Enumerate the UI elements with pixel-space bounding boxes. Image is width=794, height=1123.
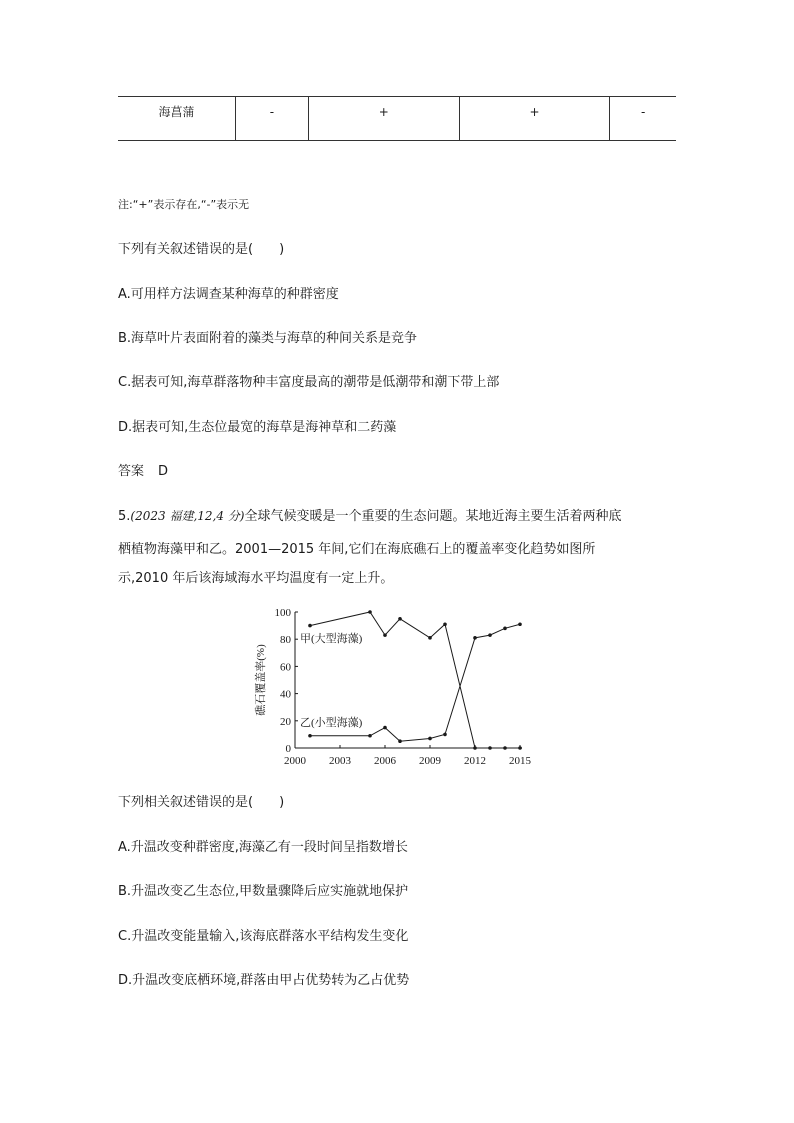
data-point xyxy=(473,636,477,640)
series-label-jia: 甲(大型海藻) xyxy=(300,632,363,645)
x-tick-label: 2015 xyxy=(509,755,531,767)
data-point xyxy=(503,746,507,750)
table-cell-species xyxy=(118,97,236,141)
data-point xyxy=(473,746,477,750)
question5-option-b: B.升温改变乙生态位,甲数量骤降后应实施就地保护 xyxy=(118,884,409,899)
question5-line3: 示,2010 年后该海域海水平均温度有一定上升。 xyxy=(118,571,394,586)
coverage-line-chart xyxy=(250,600,550,775)
species-name: 海菖蒲 xyxy=(158,105,195,119)
y-tick-label: 40 xyxy=(280,688,291,701)
question5-text1: 全球气候变暖是一个重要的生态问题。某地近海主要生活着两种底 xyxy=(244,509,622,524)
question5-stem: 下列相关叙述错误的是( ) xyxy=(118,795,285,810)
table-cell xyxy=(459,97,610,141)
question4-option-a: A.可用样方法调查某种海草的种群密度 xyxy=(118,287,339,302)
data-point xyxy=(503,627,507,631)
x-tick-label: 2000 xyxy=(284,755,306,767)
cell-value: - xyxy=(641,104,646,119)
data-point xyxy=(398,617,402,621)
data-point xyxy=(488,633,492,637)
cell-value: - xyxy=(269,104,275,119)
answer-label: 答案 xyxy=(118,464,145,479)
data-point xyxy=(518,746,522,750)
question4-stem: 下列有关叙述错误的是( ) xyxy=(118,242,285,257)
cell-value: + xyxy=(529,104,540,119)
question5-option-a: A.升温改变种群密度,海藻乙有一段时间呈指数增长 xyxy=(118,840,408,855)
series-label-yi: 乙(小型海藻) xyxy=(300,717,363,730)
question4-option-d: D.据表可知,生态位最宽的海草是海神草和二药藻 xyxy=(118,420,397,435)
table-row xyxy=(118,97,676,141)
data-point xyxy=(383,726,387,730)
table-cell xyxy=(610,97,676,141)
question4-answer xyxy=(118,460,168,479)
table-cell xyxy=(308,97,459,141)
y-tick-label: 100 xyxy=(274,607,291,619)
question4-option-b: B.海草叶片表面附着的藻类与海草的种间关系是竞争 xyxy=(118,331,418,346)
data-point xyxy=(428,737,432,741)
data-point xyxy=(488,746,492,750)
y-axis-label: 礁石覆盖率(%) xyxy=(255,644,267,716)
question5-number: 5. xyxy=(118,509,131,524)
table-note: 注:“+”表示存在,“-”表示无 xyxy=(118,198,250,211)
y-tick-label: 20 xyxy=(280,715,291,728)
x-tick-label: 2009 xyxy=(419,755,441,767)
data-point xyxy=(383,633,387,637)
plant-table-fragment xyxy=(118,96,676,141)
cell-value: + xyxy=(378,104,389,119)
question5-source: (2023 福建,12,4 分) xyxy=(130,509,245,523)
chart-axes xyxy=(253,607,532,767)
y-tick-label: 0 xyxy=(285,743,291,755)
question5-option-d: D.升温改变底栖环境,群落由甲占优势转为乙占优势 xyxy=(118,973,410,988)
data-point xyxy=(443,622,447,626)
table-cell xyxy=(236,97,309,141)
data-point xyxy=(428,636,432,640)
x-tick-label: 2003 xyxy=(329,755,351,767)
data-point xyxy=(308,734,312,738)
question5-line1 xyxy=(118,505,622,524)
x-tick-label: 2006 xyxy=(374,755,396,767)
data-point xyxy=(398,739,402,743)
x-tick-label: 2012 xyxy=(464,755,486,767)
plant-table xyxy=(118,96,676,141)
question5-line2: 栖植物海藻甲和乙。2001—2015 年间,它们在海底礁石上的覆盖率变化趋势如图所 xyxy=(118,542,596,557)
data-point xyxy=(308,624,312,628)
answer-value: D xyxy=(158,464,169,479)
question4-option-c: C.据表可知,海草群落物种丰富度最高的潮带是低潮带和潮下带上部 xyxy=(118,375,500,390)
data-point xyxy=(443,733,447,737)
data-point xyxy=(368,610,372,614)
chart-labels xyxy=(300,631,363,729)
y-tick-label: 60 xyxy=(280,661,291,674)
y-tick-label: 80 xyxy=(280,634,291,647)
question5-option-c: C.升温改变能量输入,该海底群落水平结构发生变化 xyxy=(118,929,409,944)
data-point xyxy=(518,622,522,626)
data-point xyxy=(368,734,372,738)
